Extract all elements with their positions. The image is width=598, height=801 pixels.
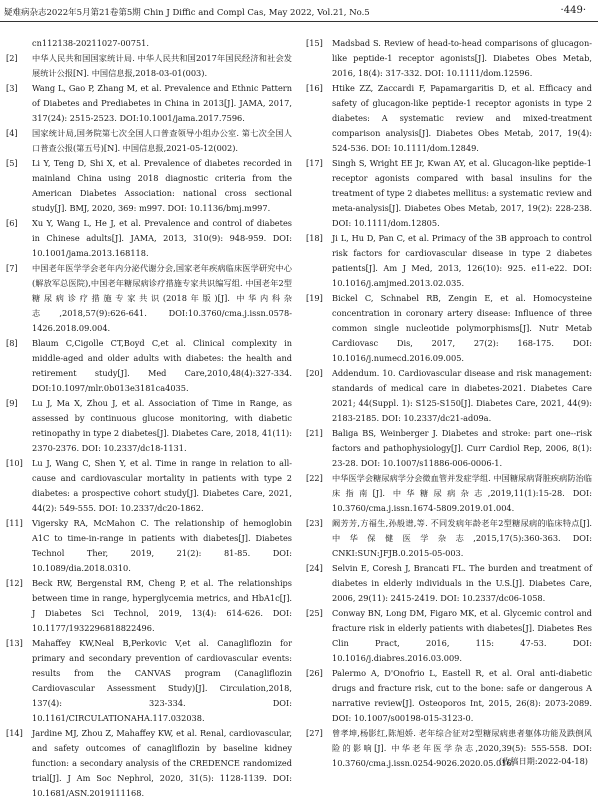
- reference-item: [6, 576, 292, 636]
- reference-item: [6, 81, 292, 126]
- reference-number: [24]: [306, 563, 323, 573]
- reference-item: [6, 456, 292, 516]
- reference-item: [6, 36, 292, 51]
- reference-item: [306, 81, 592, 156]
- reference-text: Madsbad S. Review of head-to-head comparisons of glucagon-like peptide-1 receptor agonists[J]. Diabetes Obes Metab, 2016, 18(4): 317-332. DOI: 10.1111/dom.12596.: [332, 38, 592, 78]
- reference-text: Lu J, Ma X, Zhou J, et al. Association of Time in Range, as assessed by continuous glucose monitoring, with diabetic retinopathy in type 2 diabetes[J]. Diabetes Care, 2018, 41(11): 2370-2376. DOI: 10.2337/dc18-1131.: [32, 398, 292, 453]
- reference-number: [11]: [6, 518, 23, 528]
- reference-item: [306, 36, 592, 81]
- reference-number: [10]: [6, 458, 23, 468]
- reference-item: [6, 396, 292, 456]
- reference-number: [25]: [306, 608, 323, 618]
- reference-text: Beck RW, Bergenstal RM, Cheng P, et al. The relationships between time in range, hyperglycemia metrics, and HbA1c[J]. J Diabetes Sci Technol, 2019, 13(4): 614-626. DOI: 10.1177/1932296818822496.: [32, 578, 292, 633]
- reference-number: [4]: [6, 128, 18, 138]
- reference-number: [16]: [306, 83, 323, 93]
- reference-number: [15]: [306, 38, 323, 48]
- reference-item: [6, 336, 292, 396]
- header-rule: [0, 21, 598, 22]
- reference-item: [6, 261, 292, 336]
- reference-text: Singh S, Wright EE Jr, Kwan AY, et al. Glucagon-like peptide-1 receptor agonists compared with basal insulins for the treatment of type 2 diabetes mellitus: a systematic review and meta-analysis[J]. Diabetes Obes Metab, 2017, 19(2): 228-238. DOI: 10.1111/dom.12805.: [332, 158, 592, 228]
- reference-item: [306, 156, 592, 231]
- reference-item: [6, 726, 292, 801]
- reference-item: [306, 666, 592, 726]
- reference-text: Lu J, Wang C, Shen Y, et al. Time in range in relation to all-cause and cardiovascular mortality in patients with type 2 diabetes: a prospective cohort study[J]. Diabetes Care, 2021, 44(2): 549-555. DOI: 10.2337/dc20-1862.: [32, 458, 292, 513]
- running-header: [0, 0, 598, 22]
- reference-number: [12]: [6, 578, 23, 588]
- reference-text: 国家统计局,国务院第七次全国人口普查领导小组办公室. 第七次全国人口普查公报(第五号)[N]. 中国信息报,2021-05-12(002).: [32, 128, 292, 153]
- reference-item: [306, 606, 592, 666]
- left-reference-column: [6, 36, 292, 801]
- reference-text: Ji L, Hu D, Pan C, et al. Primacy of the 3B approach to control risk factors for cardiovascular disease in type 2 diabetes patients[J]. Am J Med, 2013, 126(10): 925. e11-e22. DOI: 10.1016/j.amjmed.2013.02.035.: [332, 233, 592, 288]
- reference-text: Selvin E, Coresh J, Brancati FL. The burden and treatment of diabetes in elderly individuals in the U.S.[J]. Diabetes Care, 2006, 29(11): 2415-2419. DOI: 10.2337/dc06-1058.: [332, 563, 592, 603]
- reference-text: 阚芳芳,方福生,孙般谱,等. 不同发病年龄老年2型糖尿病的临床特点[J]. 中华保健医学杂志,2015,17(5):360-363. DOI: CNKI:SUN:JFJB.0.2015-05-003.: [332, 518, 592, 558]
- reference-number: [17]: [306, 158, 323, 168]
- reference-text: Vigersky RA, McMahon C. The relationship of hemoglobin A1C to time-in-range in patients with diabetes[J]. Diabetes Technol Ther, 2019, 21(2): 81-85. DOI: 10.1089/dia.2018.0310.: [32, 518, 292, 573]
- reference-item: [306, 291, 592, 366]
- reference-item: [6, 216, 292, 261]
- reference-text: Conway BN, Long DM, Figaro MK, et al. Glycemic control and fracture risk in elderly patients with diabetes[J]. Diabetes Res Clin Pract, 2016, 115: 47-53. DOI: 10.1016/j.diabres.2016.03.009.: [332, 608, 592, 663]
- reference-number: [20]: [306, 368, 323, 378]
- reference-text: Mahaffey KW,Neal B,Perkovic V,et al. Canagliflozin for primary and secondary prevention of cardiovascular events: results from the CANVAS program (Canagliflozin Cardiovascular Assessment Study)[J]. Circulation,2018, 137(4): 323-334. DOI: 10.1161/CIRCULATIONAHA.117.032038.: [32, 638, 292, 723]
- reference-item: [306, 516, 592, 561]
- reference-text: Htike ZZ, Zaccardi F, Papamargaritis D, et al. Efficacy and safety of glucagon-like peptide-1 receptor agonists in type 2 diabetes: A systematic review and mixed-treatment comparison analysis[J]. Diabetes Obes Metab, 2017, 19(4): 524-536. DOI: 10.1111/dom.12849.: [332, 83, 592, 153]
- reference-number: [7]: [6, 263, 18, 273]
- reference-number: [8]: [6, 338, 18, 348]
- reference-number: [5]: [6, 158, 18, 168]
- reference-item: [306, 426, 592, 471]
- reference-text: Li Y, Teng D, Shi X, et al. Prevalence of diabetes recorded in mainland China using 2018 diagnostic criteria from the American Diabetes Association: national cross sectional study[J]. BMJ, 2020, 369: m997. DOI: 10.1136/bmj.m997.: [32, 158, 292, 213]
- reference-number: [18]: [306, 233, 323, 243]
- received-date: (收稿日期:2022-04-18): [498, 756, 588, 766]
- reference-number: [27]: [306, 728, 323, 738]
- reference-number: [9]: [6, 398, 18, 408]
- reference-text: Bickel C, Schnabel RB, Zengin E, et al. Homocysteine concentration in coronary artery disease: Influence of three common single nucleotide polymorphisms[J]. Nutr Metab Cardiovasc Dis, 2017, 27(2): 168-175. DOI: 10.1016/j.numecd.2016.09.005.: [332, 293, 592, 363]
- journal-citation-line: 疑难病杂志2022年5月第21卷第5期 Chin J Diffic and Compl Cas, May 2022, Vol.21, No.5: [4, 8, 370, 18]
- reference-text: Baliga BS, Weinberger J. Diabetes and stroke: part one--risk factors and pathophysiology[J]. Curr Cardiol Rep, 2006, 8(1): 23-28. DOI: 10.1007/s11886-006-0006-1.: [332, 428, 592, 468]
- reference-number: [21]: [306, 428, 323, 438]
- reference-text: Xu Y, Wang L, He J, et al. Prevalence and control of diabetes in Chinese adults[J]. JAMA, 2013, 310(9): 948-959. DOI: 10.1001/jama.2013.168118.: [32, 218, 292, 258]
- reference-item: [306, 471, 592, 516]
- reference-text: 曾孝坤,杨影红,陈旭娇. 老年综合征对2型糖尿病患者躯体功能及跌倒风险的影响[J]. 中华老年医学杂志,2020,39(5): 555-558. DOI: 10.3760/cma.j.issn.0254-9026.2020.05.016.: [332, 728, 592, 768]
- reference-text: Blaum C,Cigolle CT,Boyd C,et al. Clinical complexity in middle-aged and older adults with diabetes: the health and retirement study[J]. Med Care,2010,48(4):327-334. DOI:10.1097/mlr.0b013e3181ca4035.: [32, 338, 292, 393]
- reference-number: [22]: [306, 473, 323, 483]
- reference-item: [6, 156, 292, 216]
- reference-text: 中华医学会糖尿病学分会微血管并发症学组. 中国糖尿病肾脏疾病防治临床指南[J]. 中华糖尿病杂志,2019,11(1):15-28. DOI: 10.3760/cma.j.issn.1674-5809.2019.01.004.: [332, 473, 592, 513]
- reference-text: 中华人民共和国国家统计局. 中华人民共和国2017年国民经济和社会发展统计公报[N]. 中国信息报,2018-03-01(003).: [32, 53, 292, 78]
- right-reference-column: [306, 36, 592, 771]
- reference-item: [306, 231, 592, 291]
- reference-number: [2]: [6, 53, 18, 63]
- reference-text: Wang L, Gao P, Zhang M, et al. Prevalence and Ethnic Pattern of Diabetes and Prediabetes in China in 2013[J]. JAMA, 2017, 317(24): 2515-2523. DOI:10.1001/jama.2017.7596.: [32, 83, 292, 123]
- reference-text: Addendum. 10. Cardiovascular disease and risk management: standards of medical care in diabetes-2021. Diabetes Care 2021; 44(Suppl. 1): S125-S150[J]. Diabetes Care, 2021, 44(9): 2183-2185. DOI: 10.2337/dc21-ad09a.: [332, 368, 592, 423]
- reference-item: [6, 516, 292, 576]
- reference-item: [6, 636, 292, 726]
- reference-item: [306, 366, 592, 426]
- reference-number: [14]: [6, 728, 23, 738]
- reference-text: cn112138-20211027-00751.: [32, 38, 149, 48]
- reference-item: [6, 51, 292, 81]
- reference-number: [26]: [306, 668, 323, 678]
- reference-text: Jardine MJ, Zhou Z, Mahaffey KW, et al. Renal, cardiovascular, and safety outcomes of canagliflozin by baseline kidney function: a secondary analysis of the CREDENCE randomized trial[J]. J Am Soc Nephrol, 2020, 31(5): 1128-1139. DOI: 10.1681/ASN.2019111168.: [32, 728, 292, 798]
- reference-number: [19]: [306, 293, 323, 303]
- page-number: ·449·: [560, 5, 586, 16]
- reference-text: Palermo A, D'Onofrio L, Eastell R, et al. Oral anti-diabetic drugs and fracture risk, cut to the bone: safe or dangerous A narrative review[J]. Osteoporos Int, 2015, 26(8): 2073-2089. DOI: 10.1007/s00198-015-3123-0.: [332, 668, 592, 723]
- reference-item: [306, 561, 592, 606]
- reference-number: [13]: [6, 638, 23, 648]
- reference-number: [3]: [6, 83, 18, 93]
- reference-text: 中国老年医学学会老年内分泌代谢分会,国家老年疾病临床医学研究中心(解放军总医院),中国老年糖尿病诊疗措施专家共识编写组. 中国老年2型糖尿病诊疗措施专家共识(2018年版)[J]. 中华内科杂志,2018,57(9):626-641. DOI:10.3760/cma.j.issn.0578-1426.2018.09.004.: [32, 263, 292, 333]
- reference-item: [6, 126, 292, 156]
- reference-number: [23]: [306, 518, 323, 528]
- reference-number: [6]: [6, 218, 18, 228]
